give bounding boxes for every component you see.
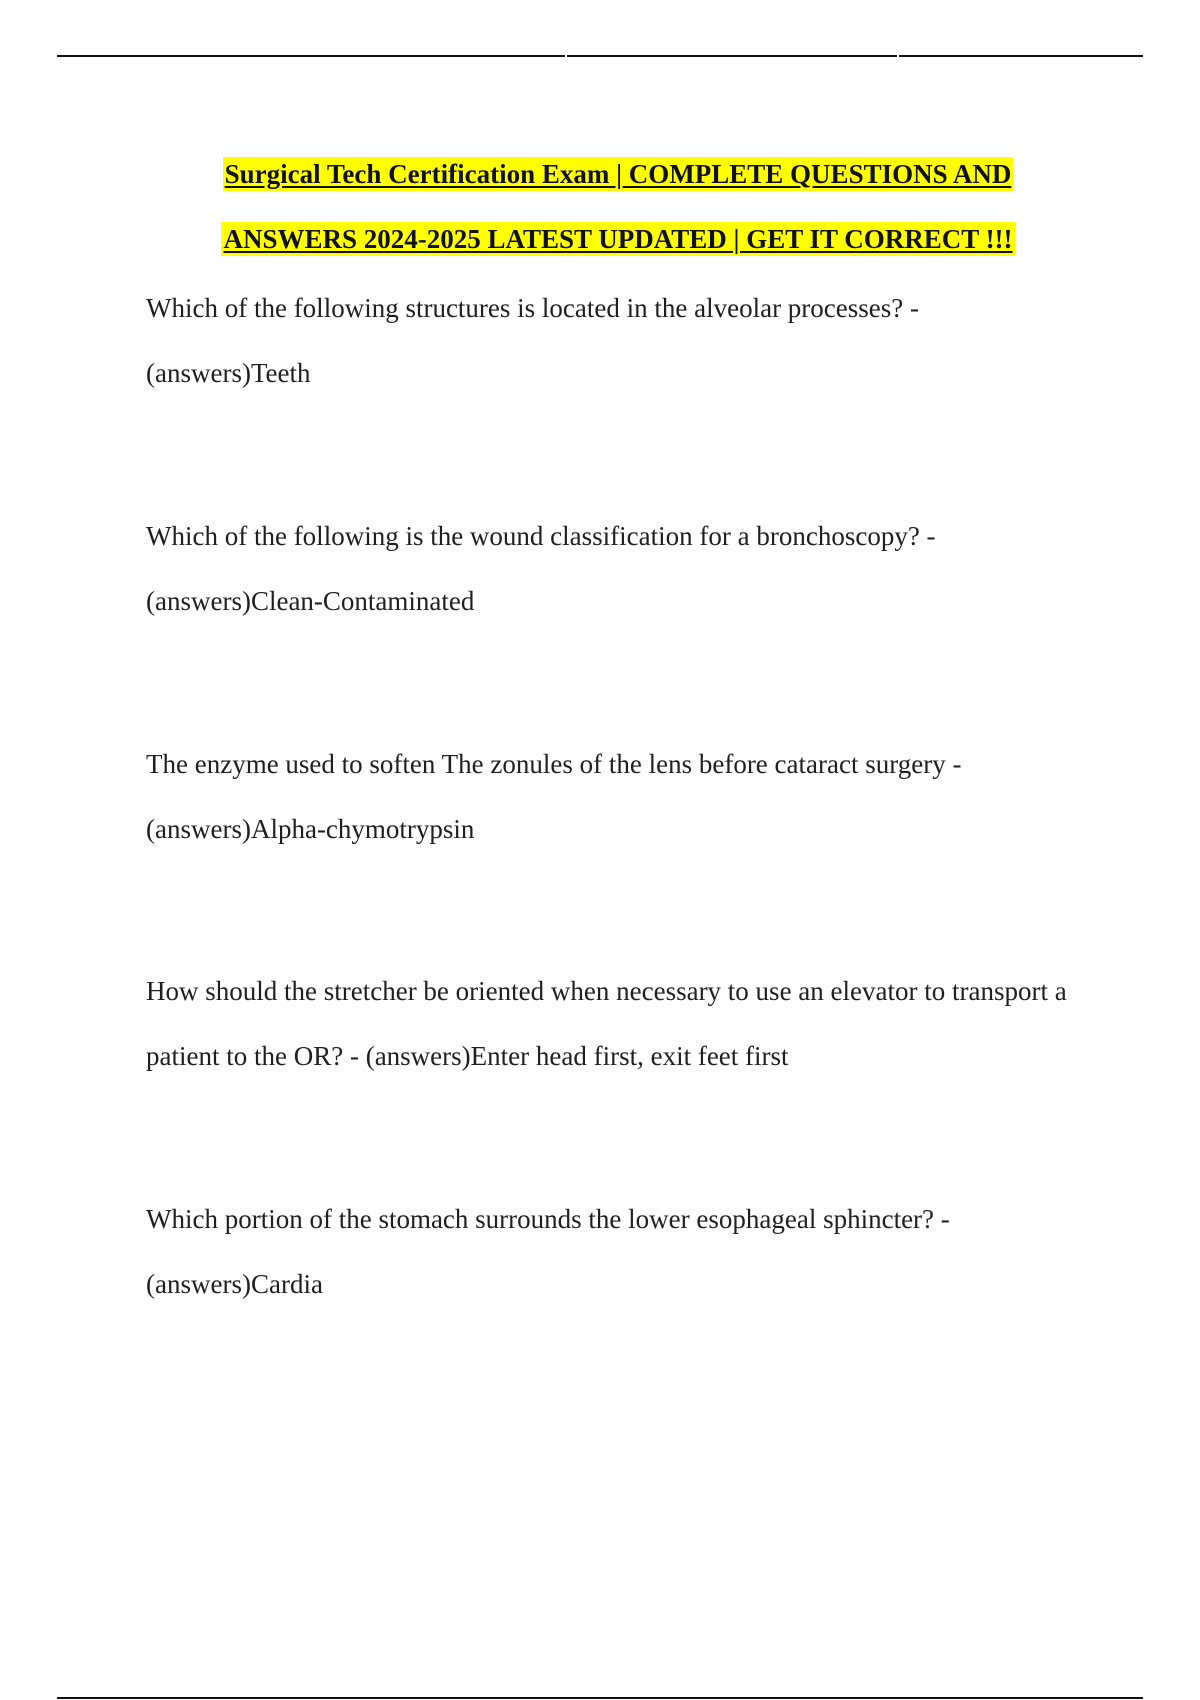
document-title (0, 142, 1200, 272)
answer-text: (answers)Teeth (146, 358, 311, 388)
qa-item (146, 1187, 1106, 1317)
qa-item (146, 504, 1106, 634)
question-text: Which portion of the stomach surrounds the lower esophageal sphincter? - (146, 1204, 950, 1234)
answer-text: (answers)Cardia (146, 1269, 323, 1299)
rule-gap (897, 54, 899, 58)
question-text: Which of the following is the wound classification for a bronchoscopy? - (146, 521, 936, 551)
rule-gap (565, 54, 567, 58)
qa-item (146, 959, 1136, 1089)
qa-item (146, 276, 1106, 406)
question-text: How should the stretcher be oriented when necessary to use an elevator to transport a patient to the OR? - (146, 976, 1067, 1071)
question-text: Which of the following structures is located in the alveolar processes? - (146, 293, 919, 323)
bottom-rule (57, 1697, 1143, 1699)
answer-text: (answers)Enter head first, exit feet first (365, 1041, 789, 1071)
answer-text: (answers)Clean-Contaminated (146, 586, 475, 616)
answer-text: (answers)Alpha-chymotrypsin (146, 814, 475, 844)
top-rule (57, 55, 1143, 57)
question-text: The enzyme used to soften The zonules of the lens before cataract surgery - (146, 749, 962, 779)
title-line-2: ANSWERS 2024-2025 LATEST UPDATED | GET IT CORRECT !!! (223, 224, 1013, 254)
title-line-1: Surgical Tech Certification Exam | COMPLETE QUESTIONS AND (224, 159, 1012, 189)
qa-item (146, 732, 1106, 862)
